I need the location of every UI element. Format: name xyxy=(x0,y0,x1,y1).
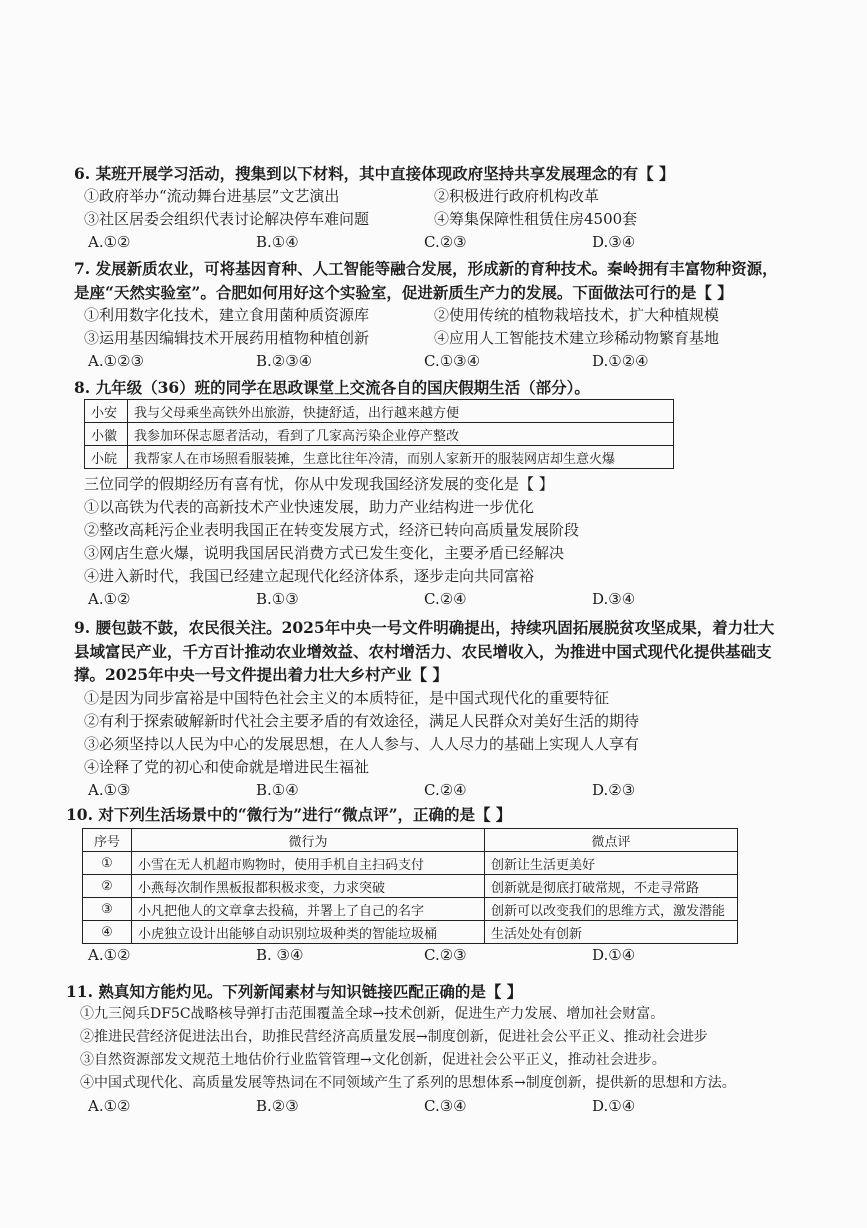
q8-answer-a: A.①② xyxy=(88,590,131,608)
table-row xyxy=(83,921,738,944)
q8-answer-c: C.②④ xyxy=(424,590,467,608)
q6-stem: 6. 某班开展学习活动，搜集到以下材料，其中直接体现政府坚持共享发展理念的有【 】 xyxy=(74,164,675,183)
table-cell-cmt: 生活处处有创新 xyxy=(485,921,738,944)
table-header-row xyxy=(83,829,738,852)
table-header: 序号 xyxy=(83,829,132,852)
table-cell-no: ④ xyxy=(83,921,132,944)
q9-option: ④诠释了党的初心和使命就是增进民生福祉 xyxy=(84,757,370,776)
q9-answer-d: D.②③ xyxy=(592,780,636,799)
q10-answer-c: C.②③ xyxy=(424,946,467,964)
q11-option: ②推进民营经济促进法出台，助推民营经济高质量发展→制度创新，促进社会公平正义、推动社会进步 xyxy=(80,1029,708,1045)
q6-option: ④筹集保障性租赁住房4500套 xyxy=(434,210,638,228)
question-10 xyxy=(66,803,776,967)
table-cell-name: 小安 xyxy=(85,400,128,423)
q9-answer-c: C.②④ xyxy=(424,780,467,799)
q8-option: ④进入新时代，我国已经建立起现代化经济体系，逐步走向共同富裕 xyxy=(84,567,535,585)
table-cell-act: 小凡把他人的文章拿去投稿，并署上了自己的名字 xyxy=(132,898,485,921)
q10-stem: 10. 对下列生活场景中的“微行为”进行“微点评”，正确的是【 】 xyxy=(66,805,512,824)
table-header: 微点评 xyxy=(485,829,738,852)
question-7 xyxy=(74,257,784,373)
q11-answer-a: A.①② xyxy=(88,1097,131,1115)
q11-answer-c: C.③④ xyxy=(424,1097,467,1115)
q10-answer-b: B. ③④ xyxy=(256,946,304,964)
q7-option: ④应用人工智能技术建立珍稀动物繁育基地 xyxy=(434,329,720,347)
question-8 xyxy=(74,376,784,611)
q7-stem: 7. 发展新质农业，可将基因育种、人工智能等融合发展，形成新的育种技术。秦岭拥有丰富物种资源，是座“天然实验室”。合肥如何用好这个实验室，促进新质生产力的发展。下面做法可行的是【 】 xyxy=(74,259,778,302)
q7-answer-d: D.①②④ xyxy=(592,352,649,370)
q7-option: ③运用基因编辑技术开展药用植物种植创新 xyxy=(84,329,370,347)
q8-option: ③网店生意火爆，说明我国居民消费方式已发生变化，主要矛盾已经解决 xyxy=(84,544,565,562)
q11-stem: 11. 熟真知方能灼见。下列新闻素材与知识链接匹配正确的是【 】 xyxy=(66,982,523,1001)
q7-answer-b: B.②③④ xyxy=(256,352,313,370)
table-row xyxy=(85,400,674,423)
q8-answer-d: D.③④ xyxy=(592,590,636,608)
q10-answer-d: D.①④ xyxy=(592,946,636,964)
table-cell-text: 我参加环保志愿者活动，看到了几家高污染企业停产整改 xyxy=(128,423,674,446)
q9-option: ①是因为同步富裕是中国特色社会主义的本质特征，是中国式现代化的重要特征 xyxy=(84,688,610,707)
q6-option: ②积极进行政府机构改革 xyxy=(434,187,600,205)
q8-prompt: 三位同学的假期经历有喜有忧，你从中发现我国经济发展的变化是【 】 xyxy=(84,475,554,493)
table-row xyxy=(85,423,674,446)
q7-option: ②使用传统的植物栽培技术，扩大种植规模 xyxy=(434,306,720,324)
q6-option: ③社区居委会组织代表讨论解决停车难问题 xyxy=(84,210,370,228)
table-header: 微行为 xyxy=(132,829,485,852)
table-cell-cmt: 创新就是彻底打破常规，不走寻常路 xyxy=(485,875,738,898)
q7-option: ①利用数字化技术，建立食用菌种质资源库 xyxy=(84,306,370,324)
table-cell-act: 小燕每次制作黑板报都积极求变，力求突破 xyxy=(132,875,485,898)
question-6 xyxy=(74,162,784,254)
q11-answer-d: D.①④ xyxy=(592,1097,636,1115)
q11-option: ③自然资源部发文规范土地估价行业监管管理→文化创新，促进社会公平正义，推动社会进步。 xyxy=(80,1052,666,1068)
table-cell-name: 小皖 xyxy=(85,446,128,469)
q11-option: ④中国式现代化、高质量发展等热词在不同领域产生了系列的思想体系→制度创新，提供新的思想和方法。 xyxy=(80,1075,736,1091)
q8-option: ②整改高耗污企业表明我国正在转变发展方式，经济已转向高质量发展阶段 xyxy=(84,521,580,539)
q11-answer-b: B.②③ xyxy=(256,1097,299,1115)
q10-answer-a: A.①② xyxy=(88,946,131,964)
q6-option: ①政府举办“流动舞台进基层”文艺演出 xyxy=(84,187,340,205)
table-row xyxy=(85,446,674,469)
q9-stem: 9. 腰包鼓不鼓，农民很关注。2025年中央一号文件明确提出，持续巩固拓展脱贫攻坚成果，着力壮大县域富民产业，千方百计推动农业增效益、农村增活力、农民增收入，为推进中国式现代化提供基础支撑。2025年中央一号文件提出着力壮大乡村产业【 】 xyxy=(74,618,775,684)
q11-option: ①九三阅兵DF5C战略核导弹打击范围覆盖全球→技术创新，促进生产力发展、增加社会财富。 xyxy=(80,1006,665,1022)
table-cell-cmt: 创新让生活更美好 xyxy=(485,852,738,875)
table-row xyxy=(83,875,738,898)
question-9 xyxy=(74,616,784,802)
table-cell-no: ② xyxy=(83,875,132,898)
q6-answer-b: B.①④ xyxy=(256,233,299,251)
q6-answer-d: D.③④ xyxy=(592,233,636,251)
question-11 xyxy=(66,980,776,1118)
table-cell-act: 小雪在无人机超市购物时，使用手机自主扫码支付 xyxy=(132,852,485,875)
q7-answer-c: C.①③④ xyxy=(424,352,481,370)
q6-answer-c: C.②③ xyxy=(424,233,467,251)
table-row xyxy=(83,898,738,921)
table-cell-act: 小虎独立设计出能够自动识别垃圾种类的智能垃圾桶 xyxy=(132,921,485,944)
table-cell-text: 我与父母乘坐高铁外出旅游，快捷舒适，出行越来越方便 xyxy=(128,400,674,423)
q10-table xyxy=(82,828,738,944)
q8-answer-b: B.①③ xyxy=(256,590,299,608)
q8-option: ①以高铁为代表的高新技术产业快速发展，助力产业结构进一步优化 xyxy=(84,498,535,516)
q6-answer-a: A.①② xyxy=(88,233,131,251)
q7-answer-a: A.①②③ xyxy=(88,352,144,370)
q8-table xyxy=(84,399,674,469)
table-row xyxy=(83,852,738,875)
q9-answer-b: B.①④ xyxy=(256,780,299,799)
q9-answer-a: A.①③ xyxy=(88,780,131,799)
table-cell-no: ① xyxy=(83,852,132,875)
table-cell-no: ③ xyxy=(83,898,132,921)
table-cell-text: 我帮家人在市场照看服装摊，生意比往年冷清，而别人家新开的服装网店却生意火爆 xyxy=(128,446,674,469)
q9-option: ③必须坚持以人民为中心的发展思想，在人人参与、人人尽力的基础上实现人人享有 xyxy=(84,734,640,753)
table-cell-cmt: 创新可以改变我们的思维方式，激发潜能 xyxy=(485,898,738,921)
table-cell-name: 小徽 xyxy=(85,423,128,446)
q9-option: ②有利于探索破解新时代社会主要矛盾的有效途径，满足人民群众对美好生活的期待 xyxy=(84,711,640,730)
q8-stem: 8. 九年级（36）班的同学在思政课堂上交流各自的国庆假期生活（部分）。 xyxy=(74,378,590,397)
